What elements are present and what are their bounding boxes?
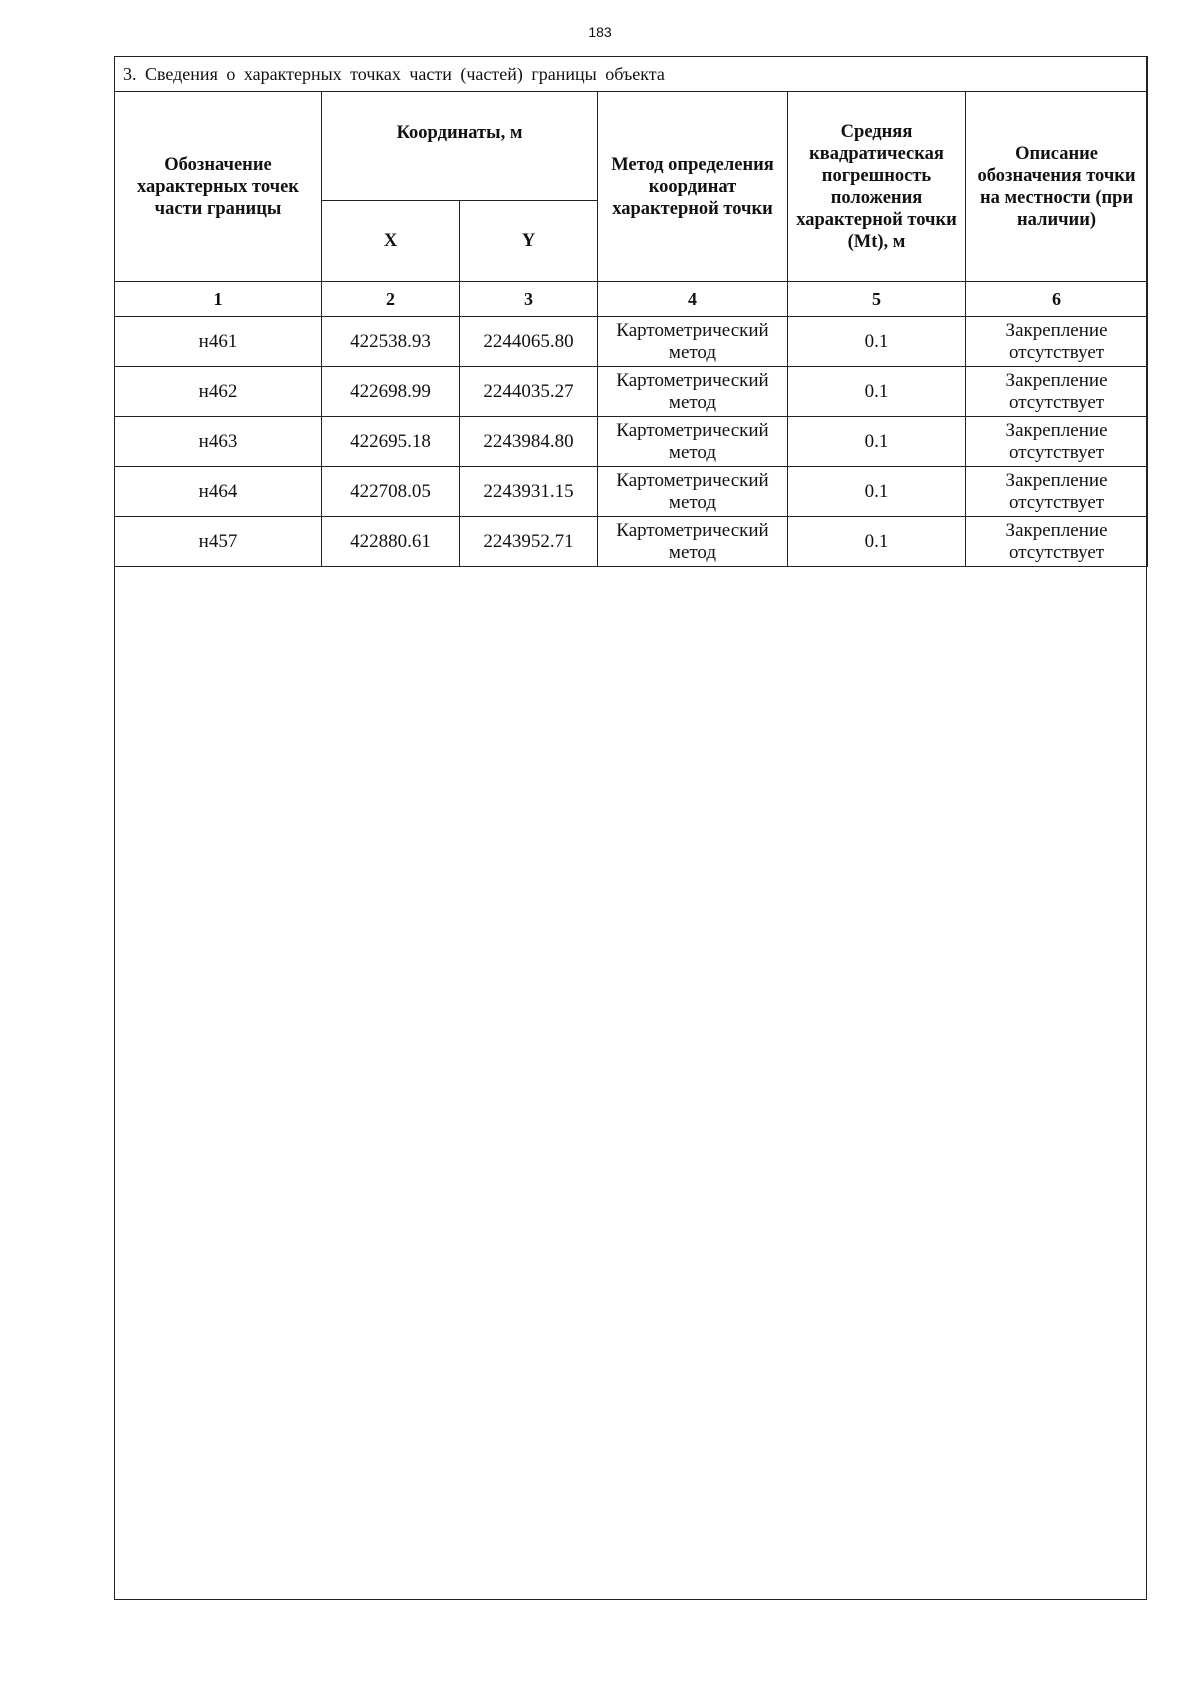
- method-cell: Картометрический метод: [598, 417, 788, 467]
- header-y: Y: [460, 201, 598, 282]
- description-cell: Закрепление отсутствует: [966, 317, 1148, 367]
- header-coordinates: Координаты, м: [322, 92, 598, 201]
- coordinate-y: 2243984.80: [460, 417, 598, 467]
- error-cell: 0.1: [788, 367, 966, 417]
- coordinate-x: 422695.18: [322, 417, 460, 467]
- point-designation: н457: [115, 517, 322, 567]
- coordinate-x: 422538.93: [322, 317, 460, 367]
- description-cell: Закрепление отсутствует: [966, 517, 1148, 567]
- description-cell: Закрепление отсутствует: [966, 467, 1148, 517]
- column-number: 4: [598, 282, 788, 317]
- column-number: 2: [322, 282, 460, 317]
- column-number: 3: [460, 282, 598, 317]
- point-designation: н463: [115, 417, 322, 467]
- point-designation: н464: [115, 467, 322, 517]
- header-method: Метод определения координат характерной точки: [598, 92, 788, 282]
- error-cell: 0.1: [788, 317, 966, 367]
- header-x: X: [322, 201, 460, 282]
- description-cell: Закрепление отсутствует: [966, 367, 1148, 417]
- column-number-row: [115, 282, 1148, 317]
- point-designation: н461: [115, 317, 322, 367]
- column-number: 5: [788, 282, 966, 317]
- table-row: [115, 517, 1148, 567]
- header-description: Описание обозначения точки на местности (при наличии): [966, 92, 1148, 282]
- header-row-top: [115, 92, 1148, 201]
- method-cell: Картометрический метод: [598, 467, 788, 517]
- table-row: [115, 317, 1148, 367]
- coordinate-y: 2243931.15: [460, 467, 598, 517]
- coordinate-y: 2244035.27: [460, 367, 598, 417]
- coordinate-y: 2244065.80: [460, 317, 598, 367]
- coordinate-x: 422698.99: [322, 367, 460, 417]
- boundary-points-table: [114, 56, 1148, 567]
- error-cell: 0.1: [788, 467, 966, 517]
- table-row: [115, 367, 1148, 417]
- column-number: 6: [966, 282, 1148, 317]
- description-cell: Закрепление отсутствует: [966, 417, 1148, 467]
- table-row: [115, 467, 1148, 517]
- column-number: 1: [115, 282, 322, 317]
- section-title-row: [115, 57, 1148, 92]
- coordinate-y: 2243952.71: [460, 517, 598, 567]
- method-cell: Картометрический метод: [598, 517, 788, 567]
- header-error: Средняя квадратическая погрешность положения характерной точки (Mt), м: [788, 92, 966, 282]
- section-title: 3. Сведения о характерных точках части (частей) границы объекта: [115, 57, 1148, 92]
- method-cell: Картометрический метод: [598, 367, 788, 417]
- header-designation: Обозначение характерных точек части границы: [115, 92, 322, 282]
- page-number: 183: [588, 24, 612, 40]
- point-designation: н462: [115, 367, 322, 417]
- error-cell: 0.1: [788, 417, 966, 467]
- method-cell: Картометрический метод: [598, 317, 788, 367]
- error-cell: 0.1: [788, 517, 966, 567]
- table-row: [115, 417, 1148, 467]
- coordinate-x: 422880.61: [322, 517, 460, 567]
- coordinate-x: 422708.05: [322, 467, 460, 517]
